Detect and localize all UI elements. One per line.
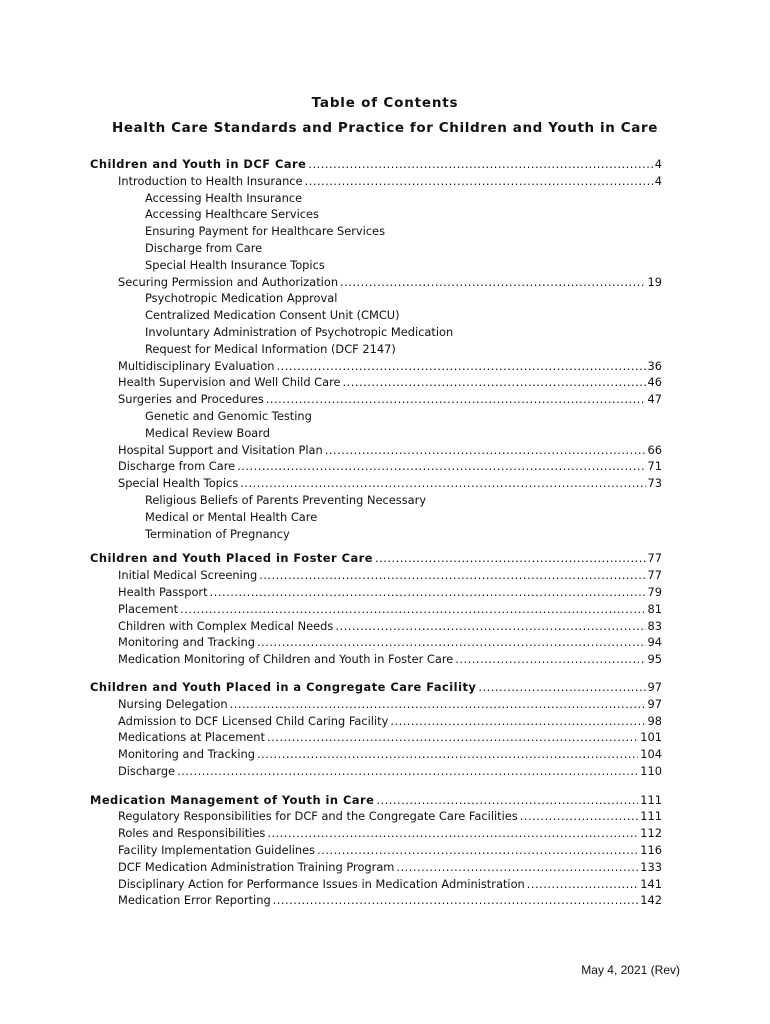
toc-subentry-label: Accessing Healthcare Services	[145, 207, 319, 222]
toc-entry-page: 97	[647, 696, 662, 711]
toc-entry-label: Regulatory Responsibilities for DCF and the Congregate Care Facilities	[118, 809, 518, 824]
toc-entry-label: Multidisciplinary Evaluation	[118, 358, 275, 373]
toc-subentry	[90, 526, 662, 543]
toc-entry-page: 112	[640, 826, 662, 841]
toc-entry-label: Initial Medical Screening	[118, 568, 258, 583]
dot-leader	[478, 679, 645, 696]
dot-leader	[273, 892, 639, 909]
toc-entry-label: Medication Management of Youth in Care	[90, 792, 375, 807]
page-title: Table of Contents	[311, 95, 459, 111]
toc-entry[interactable]	[90, 746, 662, 763]
toc-entry-label: Disciplinary Action for Performance Issues in Medication Administration	[118, 876, 525, 891]
toc-entry-label: Children and Youth Placed in a Congregate Care Facility	[90, 679, 477, 694]
dot-leader	[257, 746, 638, 763]
toc-subentry	[90, 190, 662, 207]
toc-entry-label: Placement	[118, 601, 179, 616]
toc-entry[interactable]	[90, 651, 662, 668]
toc-entry-page: 142	[640, 893, 662, 908]
toc-entry-page: 79	[647, 584, 662, 599]
dot-leader	[210, 584, 646, 601]
table-of-contents	[90, 156, 662, 909]
toc-subentry-label: Centralized Medication Consent Unit (CMCU)	[145, 308, 400, 323]
toc-subentry	[90, 240, 662, 257]
toc-entry-page: 111	[640, 792, 662, 807]
toc-entry-page: 19	[647, 274, 662, 289]
toc-entry[interactable]	[90, 763, 662, 780]
dot-leader	[240, 475, 645, 492]
toc-subentry-label: Genetic and Genomic Testing	[145, 408, 312, 423]
dot-leader	[527, 876, 638, 893]
toc-entry[interactable]	[90, 859, 662, 876]
dot-leader	[305, 173, 653, 190]
toc-subentry-label: Religious Beliefs of Parents Preventing Necessary	[145, 492, 427, 507]
dot-leader	[237, 458, 645, 475]
toc-entry[interactable]	[90, 808, 662, 825]
dot-leader	[180, 601, 645, 618]
toc-subentry-label: Ensuring Payment for Healthcare Services	[145, 224, 385, 239]
toc-entry-label: Health Supervision and Well Child Care	[118, 375, 341, 390]
toc-subentry	[90, 324, 662, 341]
toc-entry-page: 81	[647, 601, 662, 616]
toc-entry-label: Monitoring and Tracking	[118, 635, 256, 650]
toc-entry-page: 47	[647, 392, 662, 407]
toc-section-congregate-care	[90, 679, 662, 780]
toc-section-medication-management	[90, 792, 662, 910]
toc-subentry	[90, 290, 662, 307]
toc-entry-label: Medication Monitoring of Children and Youth in Foster Care	[118, 652, 454, 667]
toc-entry[interactable]	[90, 618, 662, 635]
toc-entry-page: 71	[647, 459, 662, 474]
toc-entry-page: 116	[640, 843, 662, 858]
toc-entry-page: 36	[647, 358, 662, 373]
toc-entry-label: DCF Medication Administration Training Program	[118, 859, 395, 874]
toc-entry-page: 77	[647, 551, 662, 566]
dot-leader	[376, 792, 638, 809]
toc-entry-page: 77	[647, 568, 662, 583]
toc-entry[interactable]	[90, 842, 662, 859]
toc-entry-label: Nursing Delegation	[118, 696, 228, 711]
dot-leader	[340, 274, 645, 291]
toc-entry-label: Children and Youth Placed in Foster Care	[90, 551, 374, 566]
toc-entry[interactable]	[90, 374, 662, 391]
toc-subentry-label: Discharge from Care	[145, 240, 263, 255]
toc-entry-label: Special Health Topics	[118, 476, 239, 491]
toc-subentry	[90, 257, 662, 274]
toc-entry-label: Admission to DCF Licensed Child Caring Facility	[118, 713, 389, 728]
toc-entry-label: Medications at Placement	[118, 730, 265, 745]
toc-entry-page: 4	[654, 157, 662, 171]
toc-entry[interactable]	[90, 358, 662, 375]
revision-date: May 4, 2021 (Rev)	[581, 963, 680, 977]
toc-entry-page: 110	[640, 763, 662, 778]
toc-subentry-label: Psychotropic Medication Approval	[145, 291, 338, 306]
toc-entry-label: Hospital Support and Visitation Plan	[118, 442, 323, 457]
toc-entry[interactable]	[90, 274, 662, 291]
dot-leader	[177, 763, 638, 780]
dot-leader	[335, 618, 645, 635]
toc-entry-label: Children and Youth in DCF Care	[90, 157, 307, 171]
toc-entry-label: Facility Implementation Guidelines	[118, 843, 316, 858]
toc-subentry-label: Request for Medical Information (DCF 2147)	[145, 341, 396, 356]
toc-entry[interactable]	[90, 634, 662, 651]
toc-entry-page: 94	[647, 635, 662, 650]
toc-entry-page: 98	[647, 713, 662, 728]
dot-leader	[230, 696, 646, 713]
dot-leader	[259, 567, 645, 584]
toc-entry-label: Introduction to Health Insurance	[118, 173, 303, 188]
toc-entry-page: 101	[640, 730, 662, 745]
toc-subentry	[90, 307, 662, 324]
toc-entry-label: Roles and Responsibilities	[118, 826, 266, 841]
dot-leader	[266, 391, 646, 408]
toc-entry[interactable]	[90, 458, 662, 475]
toc-subentry	[90, 509, 662, 526]
toc-entry-page: 111	[640, 809, 662, 824]
toc-entry-page: 66	[647, 442, 662, 457]
toc-entry-page: 104	[640, 747, 662, 762]
toc-entry[interactable]	[90, 391, 662, 408]
toc-entry-label: Discharge from Care	[118, 459, 236, 474]
toc-entry-page: 73	[647, 476, 662, 491]
toc-entry-label: Securing Permission and Authorization	[118, 274, 339, 289]
toc-entry-label: Surgeries and Procedures	[118, 392, 264, 407]
toc-entry[interactable]	[90, 825, 662, 842]
toc-entry-page: 95	[647, 652, 662, 667]
page-subtitle: Health Care Standards and Practice for Children and Youth in Care	[111, 120, 658, 136]
toc-entry[interactable]	[90, 713, 662, 730]
toc-entry-chapter[interactable]	[90, 792, 662, 809]
toc-subentry	[90, 492, 662, 509]
toc-subentry-label: Medical or Mental Health Care	[145, 509, 318, 524]
toc-subentry	[90, 341, 662, 358]
dot-leader	[267, 729, 638, 746]
dot-leader	[257, 634, 645, 651]
toc-entry[interactable]	[90, 601, 662, 618]
toc-entry[interactable]	[90, 173, 662, 190]
toc-entry[interactable]	[90, 442, 662, 459]
toc-entry[interactable]	[90, 475, 662, 492]
toc-subentry-label: Termination of Pregnancy	[145, 526, 290, 541]
toc-entry-page: 4	[654, 173, 662, 188]
dot-leader	[390, 713, 645, 730]
dot-leader	[520, 808, 639, 825]
toc-entry-page: 46	[647, 375, 662, 390]
dot-leader	[308, 156, 652, 173]
toc-entry-page: 83	[647, 618, 662, 633]
dot-leader	[343, 374, 646, 391]
toc-subentry	[90, 223, 662, 240]
dot-leader	[267, 825, 638, 842]
toc-entry-chapter[interactable]	[90, 156, 662, 173]
toc-entry[interactable]	[90, 567, 662, 584]
toc-entry-label: Children with Complex Medical Needs	[118, 618, 334, 633]
dot-leader	[277, 358, 646, 375]
dot-leader	[325, 442, 646, 459]
toc-subentry-label: Accessing Health Insurance	[145, 190, 303, 205]
toc-subentry-label: Special Health Insurance Topics	[145, 257, 325, 272]
toc-entry-label: Monitoring and Tracking	[118, 747, 256, 762]
toc-subentry	[90, 408, 662, 425]
dot-leader	[317, 842, 638, 859]
dot-leader	[375, 550, 645, 567]
toc-subentry	[90, 425, 662, 442]
toc-entry[interactable]	[90, 876, 662, 893]
toc-entry[interactable]	[90, 729, 662, 746]
toc-subentry-label: Involuntary Administration of Psychotropic Medication	[145, 324, 454, 339]
toc-entry-page: 97	[647, 679, 662, 694]
toc-entry-label: Discharge	[118, 763, 176, 778]
toc-entry[interactable]	[90, 696, 662, 713]
dot-leader	[396, 859, 638, 876]
toc-section-foster-care	[90, 550, 662, 668]
toc-entry-chapter[interactable]	[90, 550, 662, 567]
toc-subentry-label: Medical Review Board	[145, 425, 270, 440]
toc-entry-label: Health Passport	[118, 584, 208, 599]
toc-entry[interactable]	[90, 892, 662, 909]
toc-entry-page: 133	[640, 859, 662, 874]
dot-leader	[455, 651, 645, 668]
toc-entry-label: Medication Error Reporting	[118, 893, 271, 908]
toc-entry-chapter[interactable]	[90, 679, 662, 696]
toc-subentry	[90, 206, 662, 223]
toc-entry-page: 141	[640, 876, 662, 891]
toc-entry[interactable]	[90, 584, 662, 601]
toc-section-dcf-care	[90, 156, 662, 542]
